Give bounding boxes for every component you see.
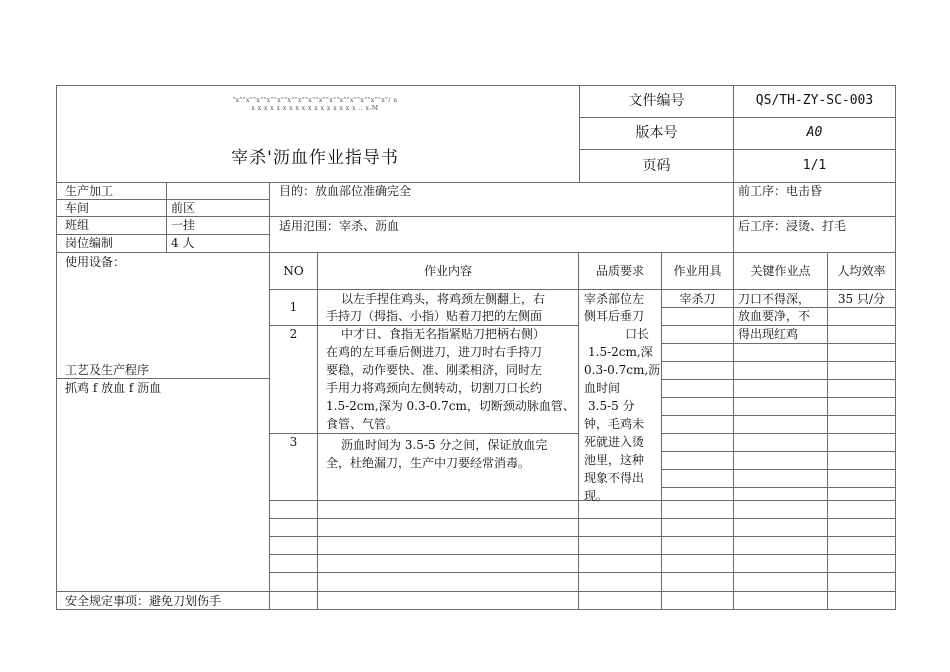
quality-line: 口长 <box>625 327 650 341</box>
rule-grid-9 <box>661 451 895 452</box>
rule-row-c <box>269 536 895 537</box>
step-text-line: 中才日、食指无名指紧贴刀把柄右侧） <box>341 327 546 341</box>
quality-line: 死就进入烫 <box>584 435 645 449</box>
step-text-line: 在鸡的左耳垂后侧进刀，进刀时右手持刀 <box>326 345 543 359</box>
tool-value: 宰杀刀 <box>679 292 716 306</box>
doc-number-label: 文件编号 <box>628 93 685 109</box>
rule-col-no <box>317 252 318 610</box>
page-value: 1/1 <box>802 158 827 173</box>
header-garbled-text: "x""x""x""x""x""x""x""x""x""x""x""x""x""x""x"/ n <box>232 97 398 104</box>
workshop-value: 前区 <box>171 201 196 215</box>
rule-info-4 <box>56 252 895 253</box>
col-header-no: NO <box>283 264 304 278</box>
key-point-line: 放血要净，不 <box>738 309 811 323</box>
step-text-line: 沥血时间为 3.5-5 分之间，保证放血完 <box>341 438 548 452</box>
step-text-line: 要稳，动作要快、准、刚柔相济，同时左 <box>326 363 543 377</box>
rule-grid-7 <box>661 415 895 416</box>
quality-line: 0.3-0.7cm,沥 <box>584 363 661 377</box>
rule-grid-4 <box>661 361 895 362</box>
next-process-text: 后工序：浸烫、打毛 <box>738 219 847 233</box>
quality-line: 池里，这种 <box>584 453 645 467</box>
key-point-line: 刀口不得深， <box>738 292 811 306</box>
rule-content-2 <box>317 433 578 434</box>
quality-line: 钟，毛鸡未 <box>584 417 645 431</box>
step-text-line: 以左手捏住鸡头，将鸡颈左侧翻上，右 <box>341 292 546 306</box>
step-text-line: 全，杜绝漏刀，生产中刀要经常消毒。 <box>326 456 531 470</box>
rule-doc-no <box>579 117 895 118</box>
rule-prev-split <box>733 182 734 216</box>
quality-line: 3.5-5 分 <box>588 399 635 413</box>
rule-info-value-split <box>166 182 167 252</box>
version-value: A0 <box>806 125 823 140</box>
quality-line: 现。 <box>584 489 609 503</box>
page-label: 页码 <box>642 158 671 174</box>
quality-line: 宰杀部位左 <box>584 292 645 306</box>
quality-line: 血时间 <box>584 381 621 395</box>
rule-grid-11 <box>661 487 895 488</box>
rule-next-split <box>733 216 734 252</box>
rule-right <box>895 85 896 610</box>
rule-grid-6 <box>661 397 895 398</box>
staffing-label: 岗位编制 <box>65 236 114 250</box>
quality-line: 1.5-2cm,深 <box>588 345 653 359</box>
team-label: 班组 <box>65 218 90 232</box>
staffing-value: 4 人 <box>171 236 195 250</box>
header-garbled-text-2: x x x x x x x x x x x x x x x x x .. x-M <box>251 105 379 112</box>
safety-text: 安全规定事项：避免刀划伤手 <box>65 594 222 608</box>
rule-main-split <box>269 182 270 610</box>
step-text-line: 食管、气管。 <box>326 417 399 431</box>
rule-left <box>56 85 57 610</box>
step-text-line: 手用力将鸡颈向左侧转动，切割刀口长约 <box>326 381 543 395</box>
key-point-line: 得出现红鸡 <box>738 327 799 341</box>
step-text-line: 手持刀（拇指、小指）贴着刀把的左侧面 <box>326 309 543 323</box>
efficiency-value: 35 只/分 <box>837 292 886 306</box>
rule-col-tools <box>733 252 734 610</box>
rule-grid-8 <box>661 433 895 434</box>
step-text-line: 1.5-2cm,深为 0.3-0.7cm，切断颈动脉血管、 <box>326 399 575 413</box>
process-label: 工艺及生产程序 <box>65 363 150 377</box>
production-label: 生产加工 <box>65 184 114 198</box>
rule-row-b <box>269 518 895 519</box>
scope-text: 适用氾围：宰杀、沥血 <box>279 219 400 233</box>
doc-number-value: QS/TH-ZY-SC-003 <box>755 93 874 108</box>
col-header-key-points: 关键作业点 <box>750 264 811 278</box>
col-header-content: 作业内容 <box>423 264 472 278</box>
step-number: 2 <box>289 327 298 341</box>
quality-line: 现象不得出 <box>584 471 645 485</box>
col-header-quality: 品质要求 <box>595 264 644 278</box>
workshop-label: 车间 <box>65 201 90 215</box>
rule-col-content <box>578 252 579 610</box>
col-header-efficiency: 人均效率 <box>837 264 886 278</box>
rule-grid-10 <box>661 469 895 470</box>
document-title: 宰杀'沥血作业指导书 <box>231 148 399 168</box>
col-header-tools: 作业用具 <box>673 264 722 278</box>
rule-grid-3 <box>661 343 895 344</box>
step-number: 1 <box>289 300 298 314</box>
rule-row-e <box>269 572 895 573</box>
rule-row-a <box>269 500 895 501</box>
quality-line: 侧耳后垂刀 <box>584 309 645 323</box>
version-label: 版本号 <box>635 125 678 141</box>
team-value: 一挂 <box>171 218 196 232</box>
prev-process-text: 前工序：电击昏 <box>738 184 823 198</box>
rule-row-d <box>269 554 895 555</box>
rule-top <box>56 85 895 86</box>
process-value: 抓鸡 f 放血 f 沥血 <box>65 381 162 395</box>
rule-grid-5 <box>661 379 895 380</box>
step-number: 3 <box>289 435 298 449</box>
rule-version <box>579 149 895 150</box>
purpose-text: 目的：放血部位准确完全 <box>279 184 412 198</box>
equipment-label: 使用设备： <box>65 255 126 269</box>
